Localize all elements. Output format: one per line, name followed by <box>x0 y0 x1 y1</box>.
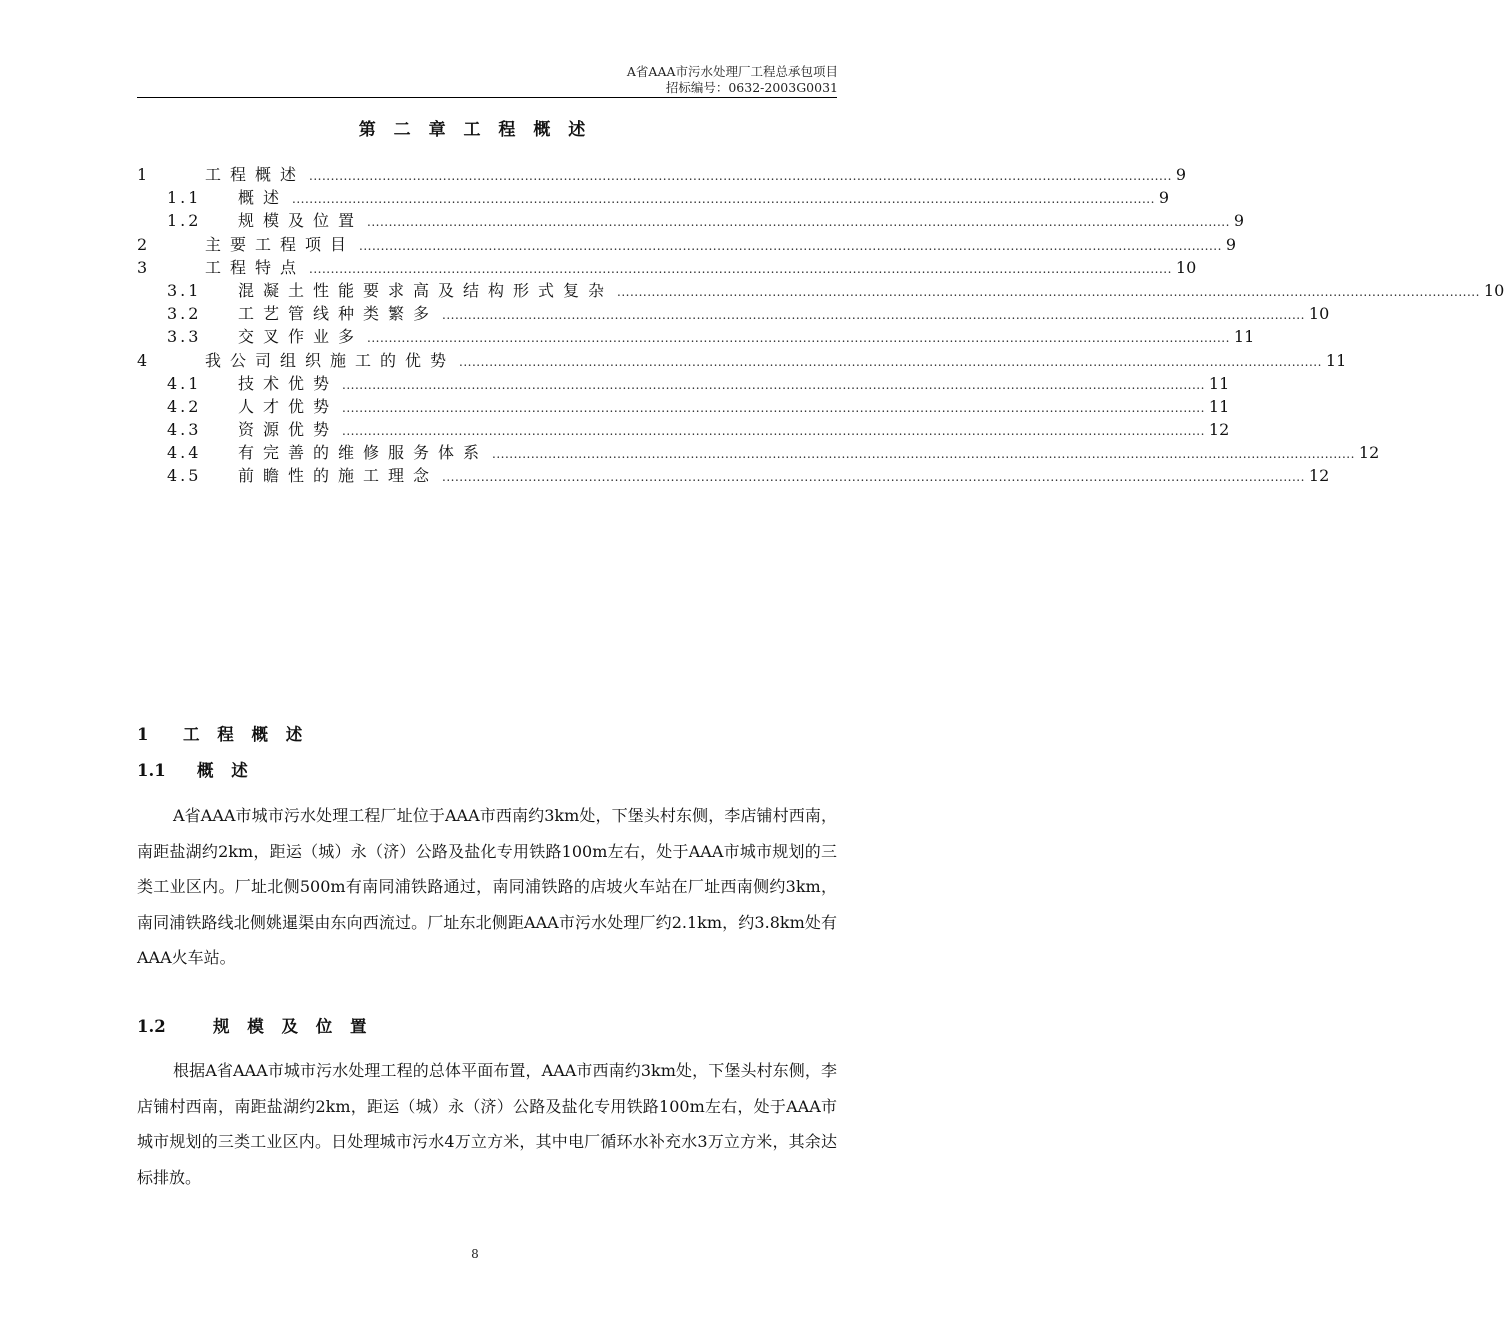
toc-entry-number: 4.5 <box>167 466 202 486</box>
toc-entry-page: 9 <box>1175 165 1187 184</box>
toc-entry-number: 1.1 <box>167 188 202 208</box>
section-number: 1 <box>137 725 149 744</box>
toc-entry-title: 前瞻性的施工理念 <box>238 466 439 486</box>
toc-entry-title: 主要工程项目 <box>205 234 356 254</box>
toc-entry-number: 3.3 <box>167 327 202 347</box>
toc-entry[interactable] <box>137 208 1245 231</box>
toc-entry-page: 11 <box>1208 373 1230 393</box>
toc-entry-page: 9 <box>1225 234 1237 254</box>
toc-entry-page: 9 <box>1233 211 1245 231</box>
header-project-title: A省AAA市污水处理厂工程总承包项目 <box>626 64 838 79</box>
section-title: 工 程 概 述 <box>183 725 309 744</box>
toc-dot-leader: ........................................................................................................................................................................................................ <box>442 470 1305 485</box>
toc-entry-number: 4.1 <box>167 373 202 393</box>
toc-entry-title: 概述 <box>238 188 289 208</box>
page-header <box>627 64 838 96</box>
toc-entry[interactable] <box>137 162 1187 185</box>
toc-entry-title: 有完善的维修服务体系 <box>238 443 489 463</box>
section-title: 规 模 及 位 置 <box>213 1017 373 1036</box>
toc-entry-page: 11 <box>1208 396 1230 416</box>
header-tender-number: 招标编号：0632-2003G0031 <box>665 80 838 95</box>
page-number: 8 <box>471 1247 479 1261</box>
toc-entry[interactable] <box>137 371 1230 394</box>
toc-dot-leader: ........................................................................................................................................................................................................ <box>309 169 1172 183</box>
toc-entry-page: 12 <box>1208 420 1230 440</box>
toc-entry[interactable] <box>137 232 1237 255</box>
toc-dot-leader: ........................................................................................................................................................................................................ <box>342 377 1205 392</box>
toc-entry-page: 10 <box>1175 257 1197 277</box>
toc-entry-number: 1 <box>137 165 148 184</box>
toc-entry-number: 3 <box>137 257 148 277</box>
toc-entry-number: 4.4 <box>167 443 202 463</box>
section-1-2-heading <box>137 1013 372 1037</box>
toc-entry-page: 12 <box>1308 466 1330 486</box>
toc-entry-number: 4.3 <box>167 420 202 440</box>
toc-entry-title: 工程概述 <box>205 165 306 184</box>
toc-dot-leader: ........................................................................................................................................................................................................ <box>359 238 1222 253</box>
toc-dot-leader: ........................................................................................................................................................................................................ <box>442 308 1305 323</box>
section-number: 1.2 <box>137 1017 166 1036</box>
header-divider <box>137 97 837 98</box>
toc-entry[interactable] <box>137 463 1330 486</box>
toc-entry-page: 10 <box>1308 304 1330 324</box>
toc-dot-leader: ........................................................................................................................................................................................................ <box>367 215 1230 230</box>
toc-dot-leader: ........................................................................................................................................................................................................ <box>342 424 1205 439</box>
toc-entry-title: 我公司组织施工的优势 <box>205 350 456 370</box>
toc-entry-number: 4 <box>137 350 148 370</box>
toc-entry-title: 工艺管线种类繁多 <box>238 304 439 324</box>
toc-dot-leader: ........................................................................................................................................................................................................ <box>367 331 1230 346</box>
toc-entry[interactable] <box>137 394 1230 417</box>
toc-entry[interactable] <box>137 185 1170 208</box>
toc-entry-page: 11 <box>1325 350 1347 370</box>
toc-dot-leader: ........................................................................................................................................................................................................ <box>617 284 1480 299</box>
section-1-heading <box>137 721 308 745</box>
toc-entry[interactable] <box>137 278 1504 301</box>
toc-entry-page: 11 <box>1233 327 1255 347</box>
toc-entry-page: 10 <box>1483 280 1504 300</box>
toc-entry-title: 技术优势 <box>238 373 339 393</box>
toc-entry-title: 工程特点 <box>205 257 306 277</box>
section-1-1-paragraph: A省AAA市城市污水处理工程厂址位于AAA市西南约3km处，下堡头村东侧，李店铺村西南，南距盐湖约2km，距运（城）永（济）公路及盐化专用铁路100m左右，处于AAA市城市规划的三类工业区内。厂址北侧500m有南同浦铁路通过，南同浦铁路的店坡火车站在厂址西南侧约3km，南同浦铁路线北侧姚暹渠由东向西流过。厂址东北侧距AAA市污水处理厂约2.1km，约3.8km处有AAA火车站。 <box>137 806 837 967</box>
section-number: 1.1 <box>137 761 166 780</box>
toc-entry[interactable] <box>137 324 1255 347</box>
toc-dot-leader: ........................................................................................................................................................................................................ <box>309 261 1172 276</box>
toc-entry-page: 12 <box>1358 443 1380 463</box>
toc-entry[interactable] <box>137 255 1197 278</box>
toc-dot-leader: ........................................................................................................................................................................................................ <box>342 400 1205 415</box>
toc-entry-title: 资源优势 <box>238 420 339 440</box>
toc-entry[interactable] <box>137 301 1330 324</box>
chapter-title: 第 二 章 工 程 概 述 <box>358 120 592 140</box>
toc-entry-number: 2 <box>137 234 148 254</box>
toc-entry-number: 4.2 <box>167 396 202 416</box>
toc-entry-title: 人才优势 <box>238 396 339 416</box>
section-title: 概 述 <box>197 761 254 780</box>
toc-entry-number: 3.2 <box>167 304 202 324</box>
toc-entry[interactable] <box>137 348 1347 371</box>
toc-dot-leader: ........................................................................................................................................................................................................ <box>459 354 1322 369</box>
toc-entry[interactable] <box>137 440 1380 463</box>
toc-entry-number: 1.2 <box>167 211 202 231</box>
toc-entry-title: 交叉作业多 <box>238 327 364 347</box>
toc-dot-leader: ........................................................................................................................................................................................................ <box>492 447 1355 462</box>
toc-entry-number: 3.1 <box>167 280 202 300</box>
toc-entry-title: 规模及位置 <box>238 211 364 231</box>
section-1-2-paragraph: 根据A省AAA市城市污水处理工程的总体平面布置，AAA市西南约3km处，下堡头村东侧，李店铺村西南，南距盐湖约2km，距运（城）永（济）公路及盐化专用铁路100m左右，处于AAA市城市规划的三类工业区内。日处理城市污水4万立方米，其中电厂循环水补充水3万立方米，其余达标排放。 <box>137 1061 837 1187</box>
toc-entry[interactable] <box>137 417 1230 440</box>
table-of-contents <box>137 162 1504 487</box>
section-1-1-heading <box>137 757 254 781</box>
toc-entry-title: 混凝土性能要求高及结构形式复杂 <box>238 280 614 300</box>
toc-dot-leader: ........................................................................................................................................................................................................ <box>292 192 1155 207</box>
toc-entry-page: 9 <box>1158 188 1170 208</box>
